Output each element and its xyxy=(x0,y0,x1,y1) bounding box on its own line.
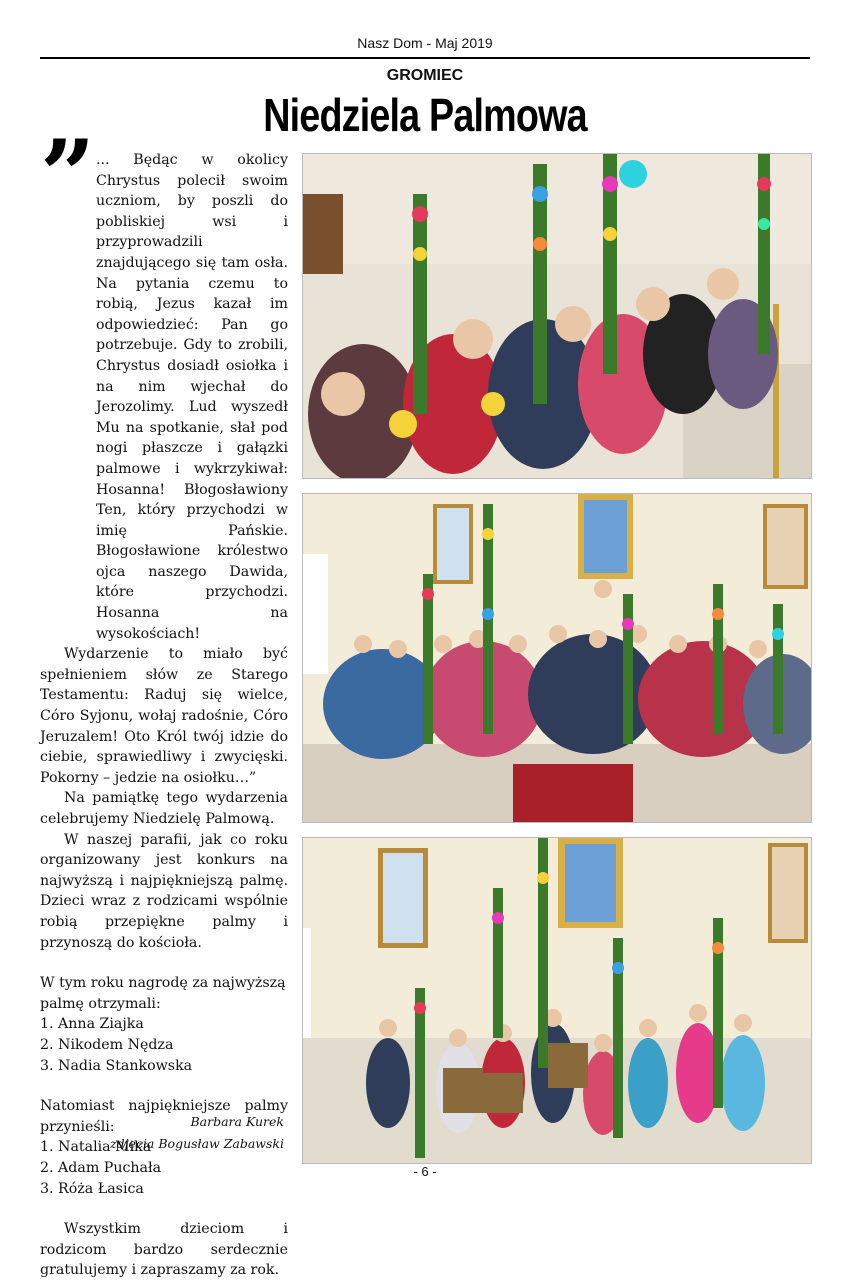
list-item: 1. Natalia Mika xyxy=(40,1139,152,1156)
page-number: - 6 - xyxy=(413,1164,437,1179)
article-text-column xyxy=(40,150,288,1281)
prettiest-intro: Natomiast najpiękniejsze palmy przynieśli: xyxy=(40,1098,288,1135)
photo-children-with-palms xyxy=(302,153,812,479)
list-item: 2. Adam Puchała xyxy=(40,1159,162,1176)
article-kicker: GROMIEC xyxy=(386,67,464,84)
list-item: 1. Anna Ziajka xyxy=(40,1016,144,1033)
quote-mark-icon: ” xyxy=(40,119,96,232)
list-item: 2. Nikodem Nędza xyxy=(40,1036,174,1053)
publication-header: Nasz Dom - Maj 2019 xyxy=(357,35,493,51)
paragraph-3: Na pamiątkę tego wydarzenia celebrujemy Niedzielę Palmową. xyxy=(40,790,288,827)
photo-group-at-altar xyxy=(302,493,812,823)
header-rule xyxy=(40,57,810,59)
paragraph-4: W naszej parafii, jak co roku organizowany jest konkurs na najwyższą i najpiękniejszą palmę. Dzieci wraz z rodzicami wspólnie robią przepiękne palmy i przynoszą do kościoła. xyxy=(40,831,288,951)
photo-credit: zdjęcia Bogusław Zabawski xyxy=(110,1136,284,1151)
paragraph-2: Wydarzenie to miało być spełnieniem słów ze Starego Testamentu: Raduj się wielce, Córo Syjonu, wołaj radośnie, Córo Jeruzalem! Oto Król twój idzie do ciebie, sprawiedliwy i zwycięski. Pokorny – jedzie na osiołku…” xyxy=(40,646,288,786)
photo-winners-at-altar xyxy=(302,837,812,1164)
tallest-intro: W tym roku nagrodę za najwyższą palmę otrzymali: xyxy=(40,975,286,1012)
list-item: 3. Róża Łasica xyxy=(40,1180,144,1197)
tallest-winners-list xyxy=(40,1014,288,1076)
paragraph-1: ... Będąc w okolicy Chrystus polecił swoim uczniom, by poszli do pobliskiej wsi i przyprowadzili znajdującego się tam osła. Na pytania czemu to robią, Jezus kazał im odpowiedzieć: Pan go potrzebuje. Gdy to zrobili, Chrystus dosiadł osiołka i na nim wjechał do Jerozolimy. Lud wyszedł Mu na spotkanie, słał pod nogi płaszcze i gałązki palmowe i wykrzykiwał: Hosanna! Błogosławiony Ten, który przychodzi w imię Pańskie. Błogosławione królestwo ojca naszego Dawida, które przychodzi. Hosanna na wysokościach! xyxy=(96,152,288,642)
author-signature: Barbara Kurek xyxy=(190,1114,284,1129)
list-item: 3. Nadia Stankowska xyxy=(40,1057,193,1074)
closing-paragraph: Wszystkim dzieciom i rodzicom bardzo serdecznie gratulujemy i zapraszamy za rok. xyxy=(40,1221,288,1279)
article-title: Niedziela Palmowa xyxy=(263,89,587,141)
